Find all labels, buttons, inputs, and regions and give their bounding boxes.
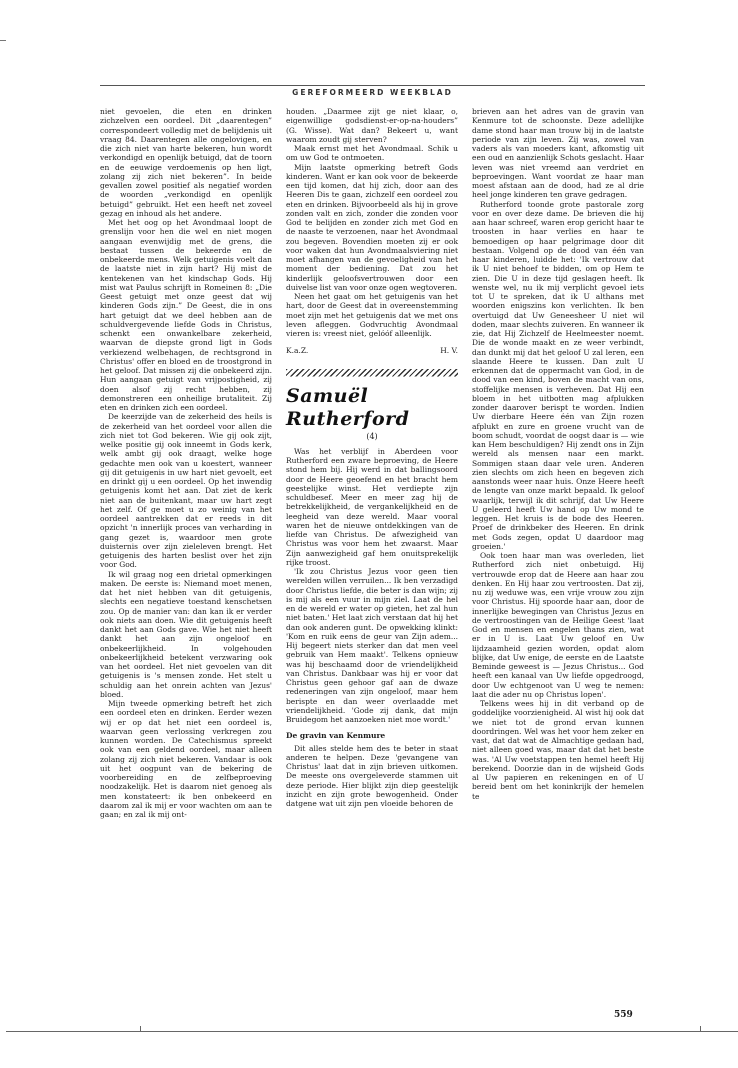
bottom-rule xyxy=(6,1031,738,1032)
paragraph: Dit alles stelde hem des te beter in staat anderen te helpen. Deze 'gevangene van Christus' laat dat in zijn brieven uitkomen. De meeste ons overgeleverde stammen uit deze periode. Hier blijkt zijn diep geestelijk inzicht en zijn grote bewogenheid. Onder datgene wat uit zijn pen vloeide behoren de xyxy=(286,743,458,808)
bottom-tick xyxy=(140,1026,141,1032)
paragraph: Maak ernst met het Avondmaal. Schik u om uw God te ontmoeten. xyxy=(286,144,458,163)
running-header: GEREFORMEERD WEEKBLAD xyxy=(292,88,453,97)
paragraph: Telkens wees hij in dit verband op de goddelijke voorzienigheid. Al wist hij ook dat we niet tot de grond ervan kunnen doordringen. Wel was het voor hem zeker en vast, dat dat wat de Almachtige gedaan had, niet alleen goed was, maar dat dat het beste was. 'Al Uw voetstappen ten hemel heeft Hij berekend. Doorzie dan in de wijsheid Gods al Uw papieren en rekeningen en of U bereid bent om het koninkrijk der hemelen te xyxy=(472,699,644,801)
header-rule xyxy=(100,85,645,86)
bottom-tick xyxy=(700,1026,701,1032)
paragraph: niet gevoelen, die eten en drinken zichzelven een oordeel. Dit „daarentegen” correspondeert volledig met de belijdenis uit vraag 84. Daarentegen alle ongelovigen, en die zich niet van harte bekeren, hun wordt verkondigd en openlijk betuigd, dat de toorn en de eeuwige verdoemenis op hen ligt, zolang zij zich niet bekeren”. In beide gevallen zowel positief als negatief worden de woorden „verkondigd en openlijk betuigd” gebruikt. Het een heeft net zoveel gezag en inhoud als het andere. xyxy=(100,107,272,218)
article-signature xyxy=(286,346,458,355)
paragraph: Mijn laatste opmerking betreft Gods kinderen. Want er kan ook voor de bekeerde een tijd komen, dat hij zich, door aan des Heeren Dis te gaan, zichzelf een oordeel zou eten en drinken. Bijvoorbeeld als hij in grove zonden valt en zich, zonder die zonden voor God te belijden en zonder zich met God en de naaste te verzoenen, naar het Avondmaal zou begeven. Bovendien moeten zij er ook voor waken dat hun Avondmaalsviering niet moet afhangen van de gevoeligheid van het moment der bediening. Dat zou het kinderlijk geloofsvertrouwen door een duivelse list van voor onze ogen wegtoveren. xyxy=(286,162,458,292)
signature-left: K.a.Z. xyxy=(286,346,309,356)
paragraph: Mijn tweede opmerking betreft het zich een oordeel eten en drinken. Eerder wezen wij er op dat het niet een oordeel is, waarvan geen verlossing verkregen zou kunnen worden. De Catechismus spreekt ook van een geldend oordeel, maar alleen zolang zij zich niet bekeren. Vandaar is ook uit het oogpunt van de bekering de voorbereiding en de zelfbeproeving noodzakelijk. Het is daarom niet genoeg als men konstateert: ik ben onbekeerd en daarom zal ik mij er voor wachten om aan te gaan; en zal ik mij ont- xyxy=(100,699,272,819)
paragraph: Ik wil graag nog een drietal opmerkingen maken. De eerste is: Niemand moet menen, dat het niet hebben van dit getuigenis, slechts een negatieve toestand kenschetsen zou. Op de manier van: dan kan ik er verder ook niets aan doen. Wie dit getuigenis heeft dankt het aan Gods gave. Wie het niet heeft dankt het aan zijn ongeloof en onbekeerlijkheid. In volgehouden onbekeerlijkheid betekent verzwaring ook van het oordeel. Het niet gevoelen van dit getuigenis is 's mensen zonde. Het stelt u schuldig aan het onrein achten van Jezus' bloed. xyxy=(100,569,272,699)
paragraph: Rutherford toonde grote pastorale zorg voor en over deze dame. De brieven die hij aan haar schreef, waren erop gericht haar te troosten in haar verlies en haar te bemoedigen op haar pelgrimage door dit bestaan. Volgend op de dood van één van haar kinderen, luidde het: 'Ik vertrouw dat ik U niet behoef te bidden, om op Hem te zien. Die U in deze tijd geslagen heeft. Ik wenste wel, nu ik mij verplicht gevoel iets tot U te spreken, dat ik U althans met woorden enigszins kon verlichten. Ik ben overtuigd dat Uw Geneesheer U niet wil doden, maar slechts zuiveren. En wanneer ik zie, dat Hij Zichzelf de Heelmeester noemt. Die de wonde maakt en ze weer verbindt, dan dunkt mij dat het geloof U zal leren, een slaande Heere te kussen. Dan zult U erkennen dat de oppermacht van God, in de dood van een kind, boven de macht van ons, stoffelijke mensen is verheven. Dat Hij een bloem in het uitbotten mag afplukken zonder daarover berispt te worden. Indien Uw dierbare Heere één van Zijn rozen afplukt en zure en groene vrucht van de boom schudt, voordat de oogst daar is — wie kan Hem beschuldigen? Hij zendt ons in Zijn wereld als mensen naar een markt. Sommigen staan daar vele uren. Anderen zien slechts om zich heen en begeven zich aanstonds weer naar huis. Onze Heere heeft de lengte van onze markt bepaald. Ik geloof waarlijk, terwijl ik dit schrijf, dat Uw Heere U geleerd heeft Uw hand op Uw mond te leggen. Het kruis is de bode des Heeren. Proef de drinkbeker des Heeren. En drink met Gods zegen, opdat U daardoor mag groeien.' xyxy=(472,199,644,551)
paragraph: Ook toen haar man was overleden, liet Rutherford zich niet onbetuigd. Hij vertrouwde erop dat de Heere aan haar zou denken. En Hij haar zou vertroosten. Dat zij, nu zij weduwe was, een vrije vrouw zou zijn voor Christus. Hij spoorde haar aan, door de innerlijke bewegingen van Christus Jezus en de vertroostingen van de Heilige Geest 'laat God en mensen en engelen thans zien, wat er in U is. Laat Uw geloof en Uw lijdzaamheid gezien worden, opdat alom blijke, dat Uw enige, de eerste en de Laatste Beminde geweest is — Jezus Christus... God heeft een kanaal van Uw liefde opgedroogd, door Uw echtgenoot van U weg te nemen: laat die ader nu op Christus lopen'. xyxy=(472,551,644,699)
decorative-divider xyxy=(286,369,458,377)
column-1 xyxy=(100,107,272,819)
signature-right: H. V. xyxy=(440,346,458,356)
page-number: 559 xyxy=(614,1010,633,1020)
column-3 xyxy=(472,107,644,801)
paragraph: Was het verblijf in Aberdeen voor Rutherford een zware beproeving, de Heere stond hem bij. Hij werd in dat ballingsoord door de Heere geoefend en het bracht hem geestelijke winst. Het verdiepte zijn schuldbesef. Meer en meer zag hij de betrekkelijkheid, de vergankelijkheid en de leegheid van deze wereld. Maar vooral waren het de nieuwe ontdekkingen van de liefde van Christus. De afwezigheid van Christus was voor hem het zwaarst. Maar Zijn aanwezigheid gaf hem onuitsprekelijk rijke troost. xyxy=(286,446,458,567)
section-subheading: De gravin van Kenmure xyxy=(286,731,386,741)
scan-edge-mark xyxy=(0,40,6,41)
paragraph: Met het oog op het Avondmaal loopt de grenslijn voor hen die wel en niet mogen aangaan evenwijdig met de grens, die bestaat tussen de bekeerde en de onbekeerde mens. Welk getuigenis voelt dan de laatste niet in zijn hart? Hij mist de kentekenen van het kindschap Gods. Hij mist wat Paulus schrijft in Romeinen 8: „Die Geest getuigt met onze geest dat wij kinderen Gods zijn.” De Geest, die in ons hart getuigt dat we deel hebben aan de schuldvergevende liefde Gods in Christus, schenkt een onwankelbare zekerheid, waarvan de diepste grond ligt in Gods verkiezend welbehagen, de rechtsgrond in Christus' offer en bloed en de troostgrond in het geloof. Dat missen zij die onbekeerd zijn. Hun aangaan getuigt van vrijpostigheid, zij doen alsof zij recht hebben, zij demonstreren een onheilige brutaliteit. Zij eten en drinken zich een oordeel. xyxy=(100,218,272,412)
article-title: Samuël Rutherford xyxy=(286,384,410,430)
paragraph: Neen het gaat om het getuigenis van het hart, door de Geest dat in overeenstemming moet zijn met het getuigenis dat we met ons leven afleggen. Godvruchtig Avondmaal vieren is: vreest niet, gelóóf alleenlijk. xyxy=(286,292,458,338)
column-2 xyxy=(286,107,458,808)
paragraph: 'Ik zou Christus Jezus voor geen tien werelden willen verruilen... Ik ben verzadigd door Christus liefde, die beter is dan wijn; zij is mij als een vuur in mijn ziel. Laat de hel en de wereld er water op gieten, het zal hun niet baten.' Het laat zich verstaan dat hij het dan ook anderen gunt. De opwekking klinkt: 'Kom en ruik eens de geur van Zijn adem... Hij begeert niets sterker dan dat men veel gebruik van Hem maakt'. Telkens opnieuw was hij beschaamd door de vriendelijkheid van Christus. Dankbaar was hij er voor dat Christus geen gehoor gaf aan de dwaze redeneringen van zijn ongeloof, maar hem berispte en dan weer overlaadde met vriendelijkheid. 'Gode zij dank, dat mijn Bruidegom het aanzoeken niet moe wordt.' xyxy=(286,567,458,724)
article-part-number: (4) xyxy=(366,431,378,441)
paragraph: houden. „Daarmee zijt ge niet klaar, o, eigenwillige godsdienst-er-op-na-houders” (G. Wisse). Wat dan? Bekeert u, want waarom zoudt gij sterven? xyxy=(286,107,458,144)
paragraph: brieven aan het adres van de gravin van Kenmure tot de schoonste. Deze adellijke dame stond haar man trouw bij in de laatste periode van zijn leven. Zij was, zowel van vaders als van moeders kant, afkomstig uit een oud en aanzienlijk Schots geslacht. Haar leven was niet vreemd aan verdriet en beproevingen. Want voordat ze haar man moest afstaan aan de dood, had ze al drie heel jonge kinderen ten grave gedragen. xyxy=(472,107,644,200)
paragraph: De keerzijde van de zekerheid des heils is de zekerheid van het oordeel voor allen die zich niet tot God bekeren. Wie gij ook zijt, welke positie gij ook inneemt in Gods kerk, welk ambt gij ook draagt, welke hoge gedachte men ook van u koestert, wanneer gij dit getuigenis in uw hart niet gevoelt, eet en drinkt gij u een oordeel. Op het inwendig getuigenis komt het aan. Dat ziet de kerk niet aan de buitenkant, maar uw hart zegt het zelf. Of ge moet u zo weinig van het oordeel aantrekken dat er reeds in dit opzicht 'n innerlijk proces van verharding in gang gezet is, waardoor men grote duisternis over zijn zieleleven brengt. Het getuigenis des harten beslist over het zijn voor God. xyxy=(100,412,272,570)
